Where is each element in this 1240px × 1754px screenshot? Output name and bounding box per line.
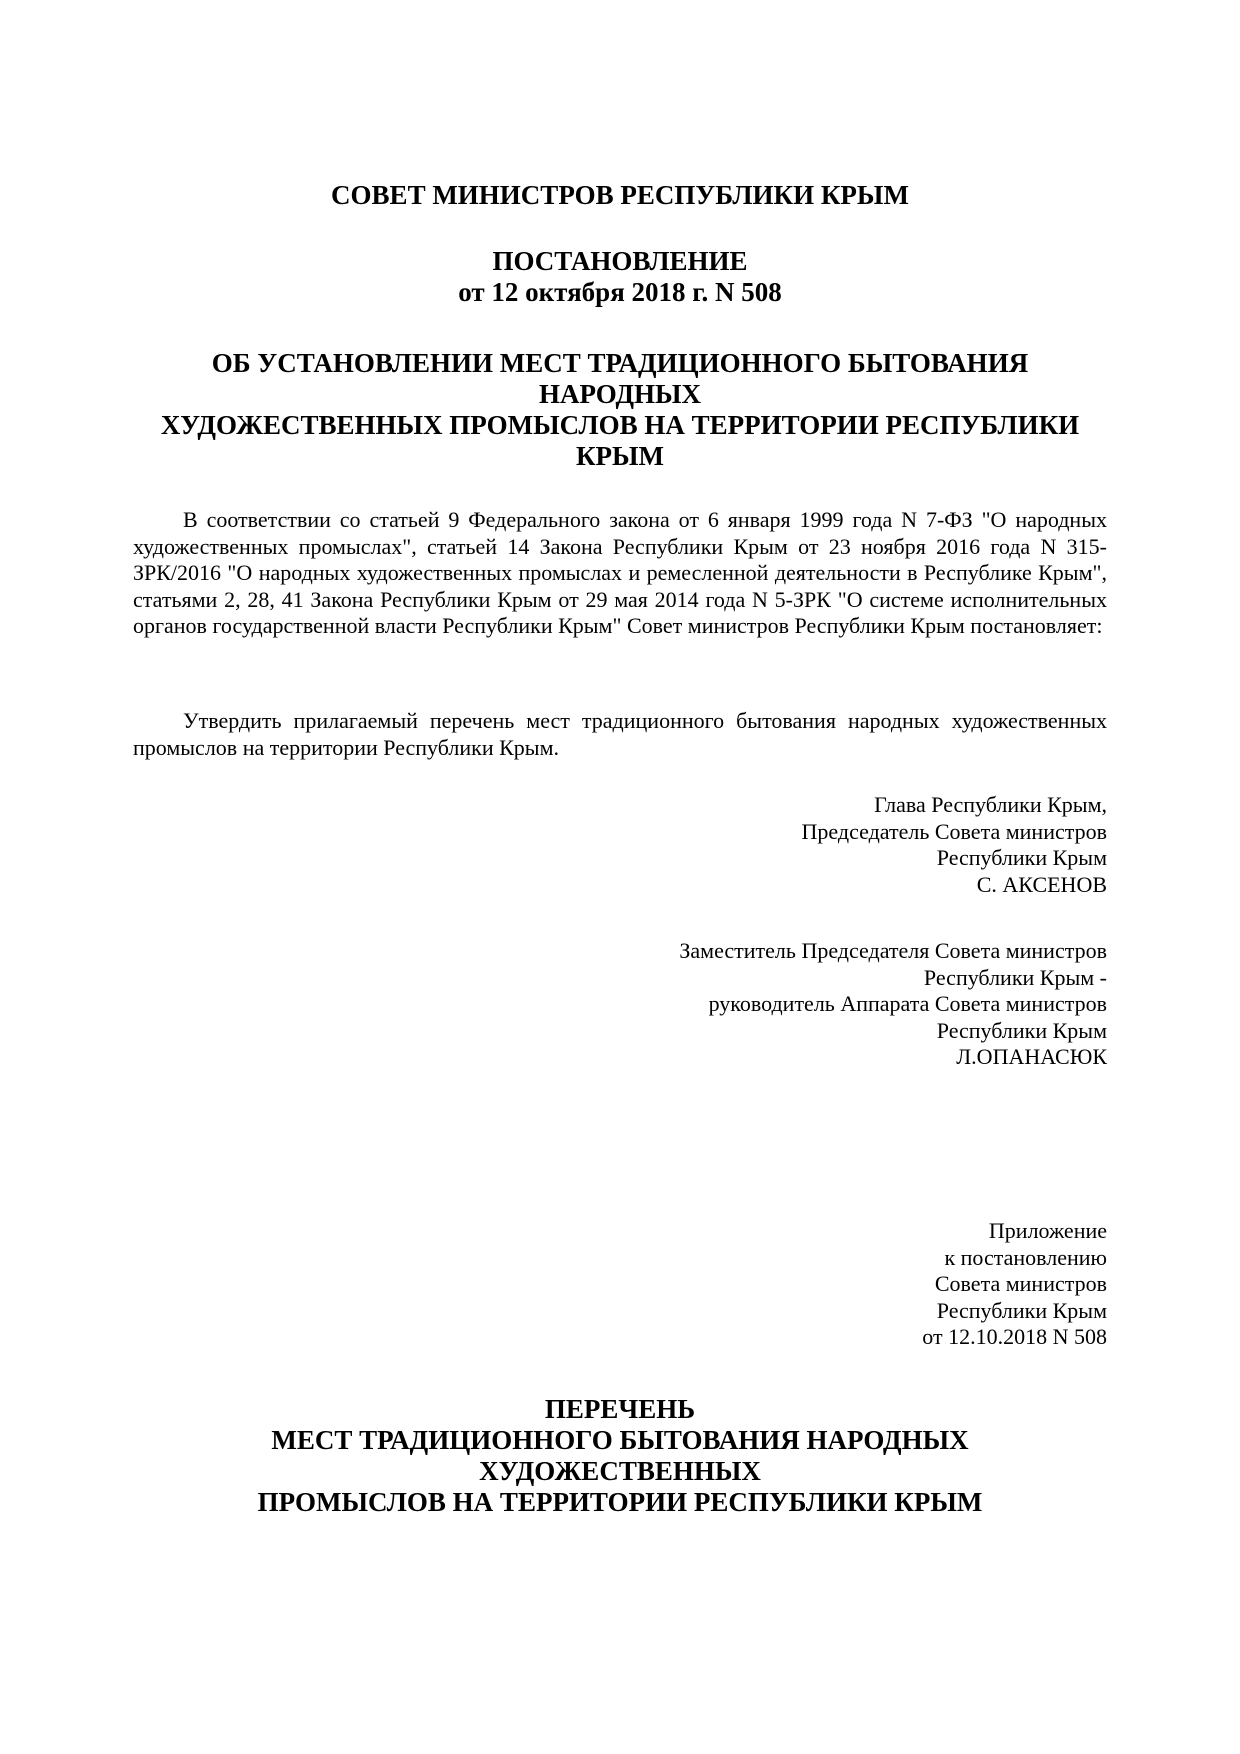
- preamble-paragraph: В соответствии со статьей 9 Федерального закона от 6 января 1999 года N 7-ФЗ "О народных художественных промыслах", статьей 14 Закона Республики Крым от 23 ноября 2016 года N 315-ЗРК/2016 "О народных художественных промыслах и ремесленной деятельности в Республике Крым", статьями 2, 28, 41 Закона Республики Крым от 29 мая 2014 года N 5-ЗРК "О системе исполнительных органов государственной власти Республики Крым" Совет министров Республики Крым постановляет:: [133, 507, 1107, 638]
- authority-name: СОВЕТ МИНИСТРОВ РЕСПУБЛИКИ КРЫМ: [331, 180, 909, 210]
- signature-deputy-chairman: [679, 938, 1107, 1071]
- appendix-line: от 12.10.2018 N 508: [922, 1324, 1107, 1349]
- title-line: НАРОДНЫХ: [538, 379, 702, 409]
- document-type: ПОСТАНОВЛЕНИЕ: [492, 246, 748, 276]
- resolution-paragraph: Утвердить прилагаемый перечень мест традиционного бытования народных художественных промыслов на территории Республики Крым.: [133, 708, 1107, 760]
- appendix-reference: [922, 1218, 1107, 1351]
- signature-line: Заместитель Председателя Совета министров: [679, 938, 1107, 963]
- appendix-line: Совета министров: [934, 1271, 1107, 1296]
- list-title-line: ПЕРЕЧЕНЬ: [544, 1394, 696, 1424]
- appendix-line: Приложение: [988, 1218, 1107, 1243]
- title-line: ОБ УСТАНОВЛЕНИИ МЕСТ ТРАДИЦИОННОГО БЫТОВАНИЯ: [211, 348, 1029, 378]
- signatory-name: Л.ОПАНАСЮК: [956, 1044, 1107, 1069]
- title-line: КРЫМ: [575, 441, 665, 471]
- list-title-line: МЕСТ ТРАДИЦИОННОГО БЫТОВАНИЯ НАРОДНЫХ: [271, 1425, 969, 1455]
- signature-line: Глава Республики Крым,: [874, 792, 1107, 817]
- document-date-number: от 12 октября 2018 г. N 508: [458, 277, 782, 307]
- signature-head-of-republic: [802, 792, 1107, 898]
- signature-line: Председатель Совета министров: [801, 818, 1107, 844]
- signature-line: Республики Крым -: [923, 964, 1107, 990]
- authority-heading: [133, 180, 1107, 211]
- signature-line: Республики Крым: [936, 1017, 1107, 1043]
- title-line: ХУДОЖЕСТВЕННЫХ ПРОМЫСЛОВ НА ТЕРРИТОРИИ РЕСПУБЛИКИ: [160, 410, 1080, 440]
- document-title: [133, 348, 1107, 472]
- list-title: [133, 1394, 1107, 1518]
- signatory-name: С. АКСЕНОВ: [976, 871, 1107, 897]
- appendix-line: Республики Крым: [936, 1297, 1107, 1323]
- document-type-block: [133, 246, 1107, 308]
- list-title-line: ХУДОЖЕСТВЕННЫХ: [479, 1456, 761, 1486]
- signature-line: руководитель Аппарата Совета министров: [708, 991, 1107, 1016]
- list-title-line: ПРОМЫСЛОВ НА ТЕРРИТОРИИ РЕСПУБЛИКИ КРЫМ: [257, 1487, 983, 1517]
- signature-line: Республики Крым: [936, 845, 1107, 870]
- appendix-line: к постановлению: [944, 1244, 1107, 1270]
